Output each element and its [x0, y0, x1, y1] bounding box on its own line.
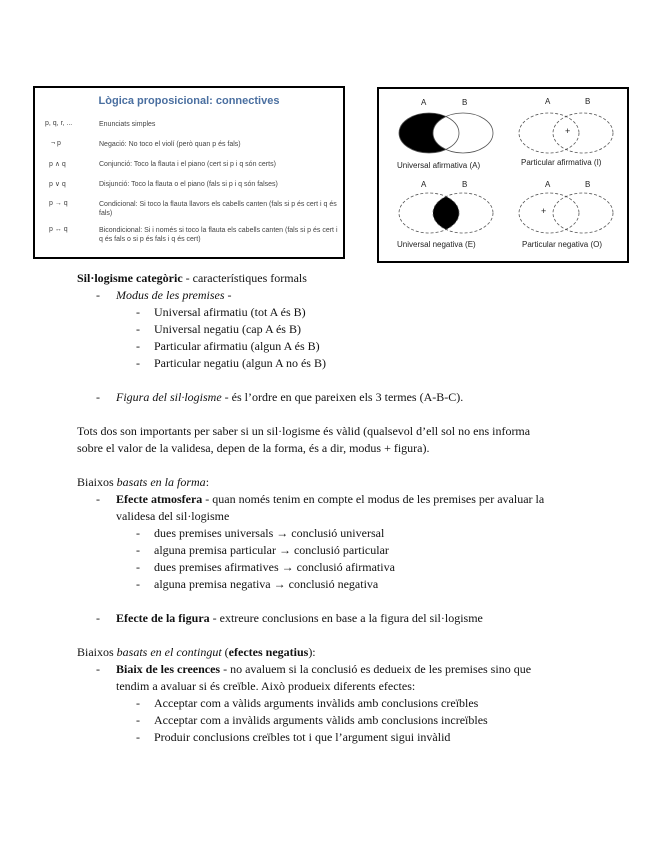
item-bold: Biaix de les creences: [116, 662, 221, 676]
item-rest: - quan només tenim en compte el modus de les premises per avaluar la: [202, 492, 545, 506]
subheading: [77, 645, 316, 660]
bullet-dash: -: [96, 288, 100, 302]
venn-caption: Universal negativa (E): [397, 240, 476, 249]
bullet-dash: -: [136, 526, 140, 540]
row-desc: Negació: No toco el violí (però quan p és fals): [99, 141, 241, 148]
row-symbol: p → q: [49, 200, 68, 207]
item-rest: - és l’ordre en que pareixen els 3 termes (A-B-C).: [221, 390, 464, 404]
list-item: Particular negatiu (algun A no és B): [154, 356, 326, 370]
row-desc: Condicional: Si toco la flauta llavors els cabells canten (fals si p és cert i q és fals): [99, 201, 337, 217]
bullet-dash: -: [136, 543, 140, 557]
item-italic: Modus de les premises: [116, 288, 225, 302]
venn-label-a: A: [421, 98, 427, 107]
venn-circle-b: [433, 113, 493, 153]
row-desc: Disjunció: Toco la flauta o el piano (fals si p i q són falses): [99, 181, 278, 188]
subheading-post: ):: [308, 645, 316, 659]
venn-svg: [379, 89, 627, 261]
venn-circle-b: [553, 113, 613, 153]
venn-circle-a: [519, 193, 579, 233]
bullet-dash: -: [136, 322, 140, 336]
item-italic: Figura del sil·logisme: [116, 390, 222, 404]
row-desc: Conjunció: Toco la flauta i el piano (cert si p i q són certs): [99, 161, 276, 168]
list-item: Acceptar com a vàlids arguments invàlids amb conclusions creïbles: [154, 696, 479, 710]
bullet-dash: -: [136, 339, 140, 353]
subheading-bold: efectes negatius: [228, 645, 309, 659]
venn-label-b: B: [585, 180, 591, 189]
list-item: alguna premisa particular → conclusió particular: [154, 543, 389, 557]
bullet-dash: -: [96, 492, 100, 506]
venn-label-b: B: [462, 98, 468, 107]
venn-label-a: A: [545, 97, 551, 106]
item-rest: - no avaluem si la conclusió es dedueix de les premises sino que: [220, 662, 532, 676]
venn-caption: Particular negativa (O): [522, 240, 603, 249]
subheading-post: :: [205, 475, 210, 489]
item-rest: -: [224, 288, 232, 302]
list-item: Universal negatiu (cap A és B): [154, 322, 301, 336]
bullet-dash: -: [136, 730, 140, 744]
bullet-dash: -: [136, 577, 140, 591]
venn-universal-affirmative: [399, 113, 493, 153]
list-item: [116, 611, 483, 626]
subheading-pre: Biaixos: [77, 645, 117, 659]
venn-label-b: B: [462, 180, 468, 189]
subheading-pre: Biaixos: [77, 475, 117, 489]
list-item: dues premises universals → conclusió universal: [154, 526, 385, 540]
bullet-dash: -: [136, 356, 140, 370]
venn-diagrams-figure: [377, 87, 629, 263]
heading-bold: Sil·logisme categòric: [77, 271, 183, 285]
item-bold: Efecte de la figura: [116, 611, 210, 625]
row-desc: Enunciats simples: [99, 121, 156, 128]
list-item: [116, 492, 544, 507]
venn-label-b: B: [585, 97, 591, 106]
venn-label-a: A: [421, 180, 427, 189]
list-item: [116, 662, 531, 677]
paragraph-line: Tots dos son importants per saber si un sil·logisme és vàlid (qualsevol d’ell sol no ens informa: [77, 424, 531, 438]
venn-universal-negative: [399, 193, 493, 233]
bullet-dash: -: [136, 713, 140, 727]
section-heading: [77, 271, 307, 286]
venn-circle-b: [553, 193, 613, 233]
list-item: Particular afirmatiu (algun A és B): [154, 339, 320, 353]
list-item-cont: validesa del sil·logisme: [116, 509, 230, 523]
venn-plus-marker: +: [565, 126, 571, 136]
list-item-cont: tendim a avaluar si és creïble. Això produeix diferents efectes:: [116, 679, 416, 693]
venn-caption: Universal afirmativa (A): [397, 161, 481, 170]
bullet-dash: -: [136, 560, 140, 574]
venn-caption: Particular afirmativa (I): [521, 158, 602, 167]
list-item: dues premises afirmatives → conclusió afirmativa: [154, 560, 395, 574]
row-symbol: p ∨ q: [49, 181, 66, 188]
item-bold: Efecte atmosfera: [116, 492, 203, 506]
list-item: Produir conclusions creïbles tot i que l’argument sigui invàlid: [154, 730, 451, 744]
row-desc: Bicondicional: Si i només si toco la flauta els cabells canten (fals si p és cert i q és fals o si p és fals i q és cert): [99, 227, 338, 243]
subheading-mid: (: [221, 645, 229, 659]
list-item: Universal afirmatiu (tot A és B): [154, 305, 306, 319]
bullet-dash: -: [136, 696, 140, 710]
list-item: Acceptar com a invàlids arguments vàlids amb conclusions increïbles: [154, 713, 488, 727]
row-symbol: ¬ p: [51, 140, 61, 147]
row-symbol: p ↔ q: [49, 226, 68, 233]
figure-title: Lògica proposicional: connectives: [98, 95, 280, 107]
item-rest: - extreure conclusions en base a la figura del sil·logisme: [209, 611, 483, 625]
list-item: [116, 288, 232, 303]
venn-particular-negative: [519, 193, 613, 233]
list-item: [116, 390, 463, 405]
bullet-dash: -: [96, 390, 100, 404]
row-symbol: p ∧ q: [49, 161, 66, 168]
heading-rest: - característiques formals: [182, 271, 307, 285]
subheading-italic: basats en el contingut: [116, 645, 222, 659]
subheading: [77, 475, 209, 490]
venn-plus-marker: +: [541, 206, 547, 216]
row-symbol: p, q, r, ...: [45, 120, 73, 127]
list-item: alguna premisa negativa → conclusió negativa: [154, 577, 379, 591]
paragraph-line: sobre el valor de la validesa, depen de la forma, és a dir, modus + figura).: [77, 441, 430, 455]
subheading-italic: basats en la forma: [116, 475, 206, 489]
connectives-table-figure: [33, 86, 345, 259]
bullet-dash: -: [96, 662, 100, 676]
venn-label-a: A: [545, 180, 551, 189]
bullet-dash: -: [96, 611, 100, 625]
bullet-dash: -: [136, 305, 140, 319]
